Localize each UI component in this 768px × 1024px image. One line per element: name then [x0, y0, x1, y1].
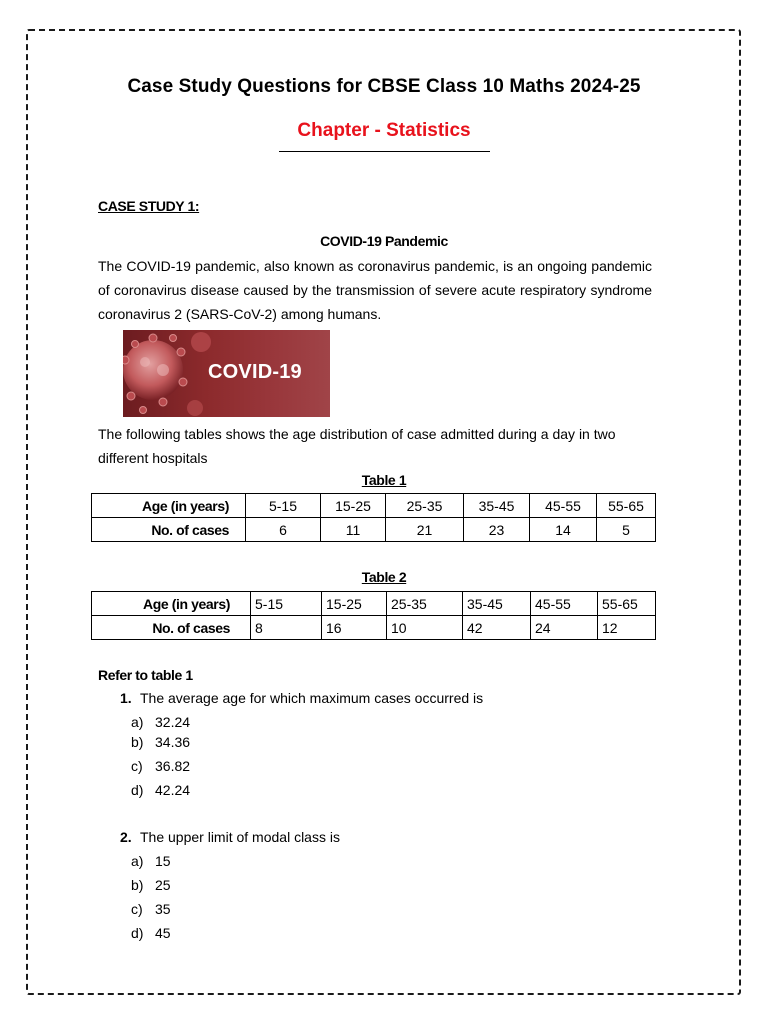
banner-label: COVID-19 — [208, 361, 302, 383]
question-2 — [120, 829, 340, 845]
covid-banner-image — [123, 330, 330, 417]
row-label: Age (in years) — [92, 592, 251, 616]
table-cell: 15-25 — [321, 494, 386, 518]
table-cell: 55-65 — [597, 494, 656, 518]
table-cell: 5-15 — [246, 494, 321, 518]
option-1c: c) 36.82 — [131, 758, 191, 774]
table-cell: 35-45 — [463, 592, 531, 616]
table-cell: 35-45 — [464, 494, 530, 518]
table-row — [92, 616, 656, 640]
table-cell: 16 — [322, 616, 387, 640]
page-title: Case Study Questions for CBSE Class 10 Maths 2024-25 — [127, 76, 641, 97]
table-row — [92, 518, 656, 542]
option-2c: c) 35 — [131, 901, 171, 917]
table-cell: 10 — [387, 616, 463, 640]
row-label: Age (in years) — [92, 494, 246, 518]
table-row — [92, 592, 656, 616]
question-1 — [120, 690, 483, 706]
row-label: No. of cases — [92, 616, 251, 640]
chapter-title: Chapter - Statistics — [297, 120, 471, 141]
table-cell: 24 — [531, 616, 598, 640]
option-1b: b) 34.36 — [131, 734, 191, 750]
table-1-caption: Table 1 — [361, 472, 407, 488]
table-1 — [91, 493, 656, 542]
table-cell: 6 — [246, 518, 321, 542]
table-cell: 55-65 — [598, 592, 656, 616]
table-cell: 15-25 — [322, 592, 387, 616]
tables-intro: The following tables shows the age distribution of case admitted during a day in two different hospitals — [98, 426, 616, 466]
refer-note: Refer to table 1 — [98, 667, 193, 683]
option-2d: d) 45 — [131, 925, 171, 941]
table-2 — [91, 591, 656, 640]
table-cell: 5-15 — [251, 592, 322, 616]
option-2b: b) 25 — [131, 877, 171, 893]
option-1d: d) 42.24 — [131, 782, 191, 798]
table-cell: 25-35 — [386, 494, 464, 518]
option-2a: a) 15 — [131, 853, 171, 869]
table-cell: 42 — [463, 616, 531, 640]
intro-paragraph: The COVID-19 pandemic, also known as coronavirus pandemic, is an ongoing pandemic of coronavirus disease caused by the transmission of severe acute respiratory syndrome coronavirus 2 (SARS-CoV-2) among humans. — [98, 258, 652, 322]
question-number: 1. — [120, 690, 132, 706]
table-cell: 11 — [321, 518, 386, 542]
table-cell: 12 — [598, 616, 656, 640]
question-text: The average age for which maximum cases occurred is — [140, 690, 484, 706]
table-cell: 45-55 — [531, 592, 598, 616]
table-cell: 5 — [597, 518, 656, 542]
question-text: The upper limit of modal class is — [140, 829, 340, 845]
row-label: No. of cases — [92, 518, 246, 542]
question-number: 2. — [120, 829, 132, 845]
table-cell: 45-55 — [530, 494, 597, 518]
table-cell: 21 — [386, 518, 464, 542]
table-cell: 8 — [251, 616, 322, 640]
table-cell: 14 — [530, 518, 597, 542]
option-1a: a) 32.24 — [131, 714, 191, 730]
case-study-title: COVID-19 Pandemic — [320, 233, 448, 249]
chapter-underline — [279, 151, 490, 152]
table-cell: 25-35 — [387, 592, 463, 616]
table-2-caption: Table 2 — [361, 569, 407, 585]
table-row — [92, 494, 656, 518]
case-study-heading: CASE STUDY 1: — [98, 198, 200, 214]
table-cell: 23 — [464, 518, 530, 542]
